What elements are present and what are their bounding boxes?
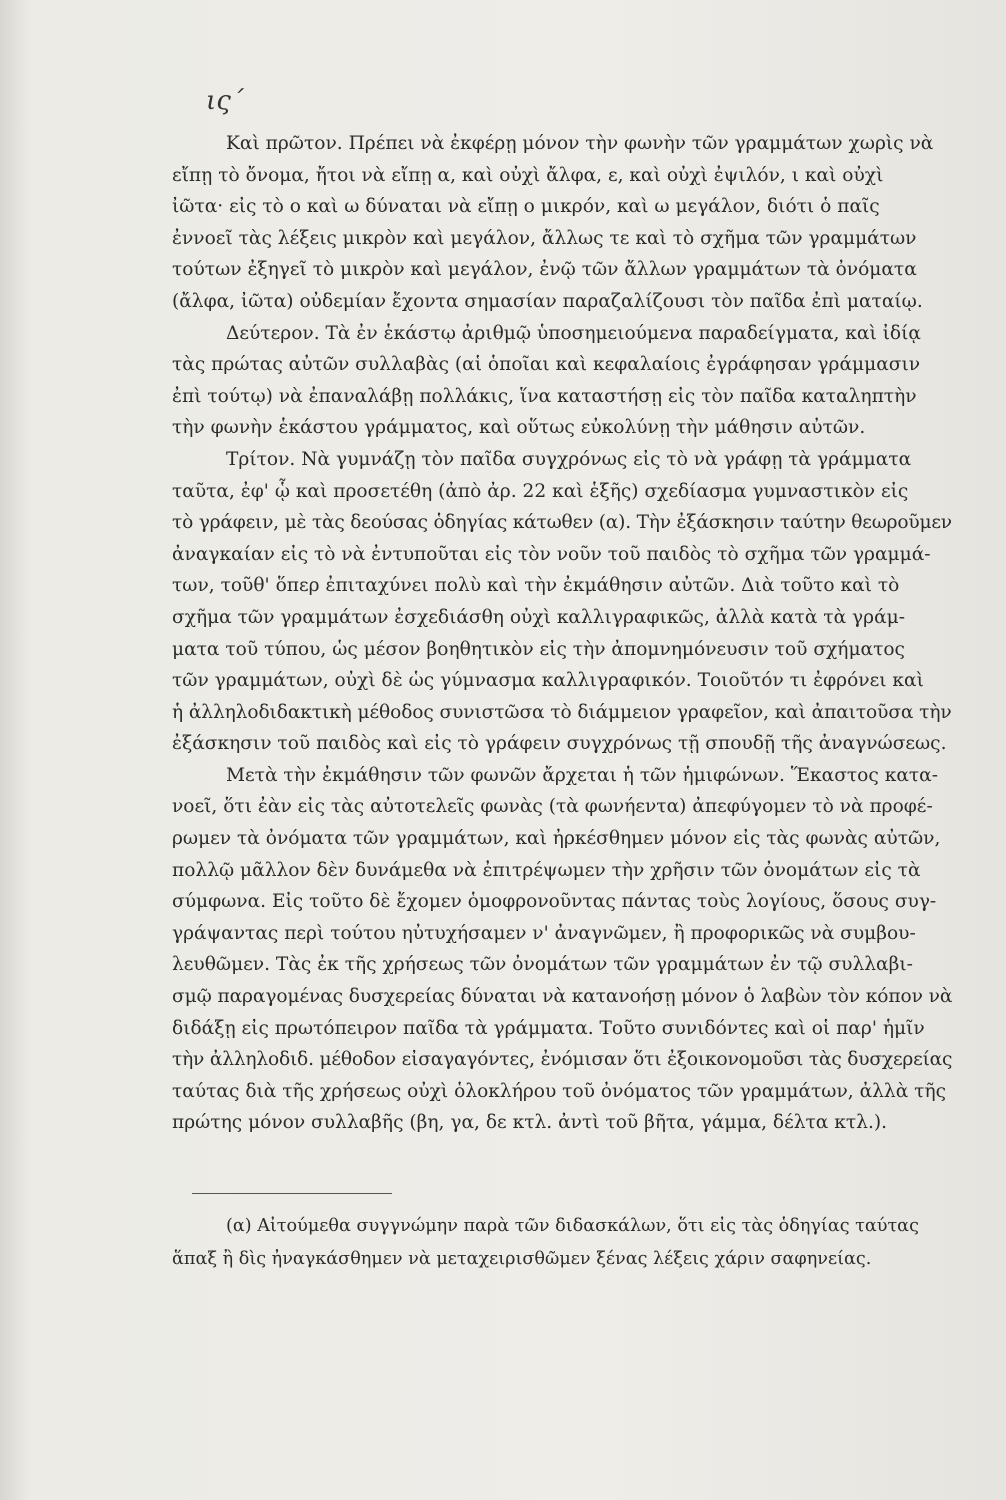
text-line: σχῆμα τῶν γραμμάτων ἐσχεδιάσθη οὐχὶ καλλιγραφικῶς, ἀλλὰ κατὰ τὰ γράμ- [172, 606, 906, 628]
text-line: πολλῷ μᾶλλον δὲν δυνάμεθα νὰ ἐπιτρέψωμεν τὴν χρῆσιν τῶν ὀνομάτων εἰς τὰ [172, 859, 921, 881]
text-line: ματα τοῦ τύπου, ὡς μέσον βοηθητικὸν εἰς τὴν ἀπομνημόνευσιν τοῦ σχήματος [172, 638, 905, 660]
text-line: τὴν ἀλληλοδιδ. μέθοδον εἰσαγαγόντες, ἐνόμισαν ὅτι ἐξοικονομοῦσι τὰς δυσχερείας [172, 1049, 953, 1071]
text-line: ρωμεν τὰ ὀνόματα τῶν γραμμάτων, καὶ ἠρκέσθημεν μόνον εἰς τὰς φωνὰς αὐτῶν, [172, 828, 941, 850]
page-number: ις΄ [206, 86, 244, 116]
text-line: ταῦτα, ἐφ' ᾧ καὶ προσετέθη (ἀπὸ ἀρ. 22 καὶ ἑξῆς) σχεδίασμα γυμναστικὸν εἰς [172, 480, 909, 502]
text-line: ἐξάσκησιν τοῦ παιδὸς καὶ εἰς τὸ γράφειν συγχρόνως τῇ σπουδῇ τῆς ἀναγνώσεως. [172, 733, 947, 755]
text-line: γράψαντας περὶ τούτου ηὐτυχήσαμεν ν' ἀναγνῶμεν, ἢ προφορικῶς νὰ συμβου- [172, 922, 916, 944]
text-line: εἴπῃ τὸ ὄνομα, ἤτοι νὰ εἴπῃ α, καὶ οὐχὶ ἄλφα, ε, καὶ οὐχὶ ἐψιλόν, ι καὶ οὐχὶ [172, 164, 884, 186]
text-line: σύμφωνα. Εἰς τοῦτο δὲ ἔχομεν ὁμοφρονοῦντας πάντας τοὺς λογίους, ὅσους συγ- [172, 891, 937, 913]
footnote-line: (α) Αἰτούμεθα συγγνώμην παρὰ τῶν διδασκάλων, ὅτι εἰς τὰς ὁδηγίας ταύτας [226, 1216, 919, 1236]
text-line: ἐπὶ τούτῳ) νὰ ἐπαναλάβῃ πολλάκις, ἵνα καταστήσῃ εἰς τὸν παῖδα καταληπτὴν [172, 385, 917, 407]
text-line: τῶν γραμμάτων, οὐχὶ δὲ ὡς γύμνασμα καλλιγραφικόν. Τοιοῦτόν τι ἐφρόνει καὶ [172, 670, 924, 692]
text-line: Καὶ πρῶτον. Πρέπει νὰ ἐκφέρῃ μόνον τὴν φωνὴν τῶν γραμμάτων χωρὶς νὰ [226, 133, 934, 154]
text-line: ἡ ἀλληλοδιδακτικὴ μέθοδος συνιστῶσα τὸ διάμμειον γραφεῖον, καὶ ἀπαιτοῦσα τὴν [172, 701, 952, 723]
footnote [172, 1210, 952, 1276]
text-line: Τρίτον. Νὰ γυμνάζῃ τὸν παῖδα συγχρόνως εἰς τὸ νὰ γράφῃ τὰ γράμματα [226, 448, 912, 470]
text-line: τούτων ἐξηγεῖ τὸ μικρὸν καὶ μεγάλον, ἐνῷ τῶν ἄλλων γραμμάτων τὰ ὀνόματα [172, 259, 917, 281]
text-line: τὸ γράφειν, μὲ τὰς δεούσας ὁδηγίας κάτωθεν (α). Τὴν ἐξάσκησιν ταύτην θεωροῦμεν [172, 512, 952, 534]
text-line: πρώτης μόνον συλλαβῆς (βη, γα, δε κτλ. ἀντὶ τοῦ βῆτα, γάμμα, δέλτα κτλ.). [172, 1112, 888, 1134]
text-line: τὴν φωνὴν ἑκάστου γράμματος, καὶ οὕτως εὐκολύνῃ τὴν μάθησιν αὐτῶν. [172, 417, 866, 439]
text-line: των, τοῦθ' ὅπερ ἐπιταχύνει πολὺ καὶ τὴν ἐκμάθησιν αὐτῶν. Διὰ τοῦτο καὶ τὸ [172, 575, 900, 597]
text-line: σμῷ παραγομένας δυσχερείας δύναται νὰ κατανοήσῃ μόνον ὁ λαβὼν τὸν κόπον νὰ [172, 986, 953, 1008]
text-line: ἐννοεῖ τὰς λέξεις μικρὸν καὶ μεγάλον, ἄλλως τε καὶ τὸ σχῆμα τῶν γραμμάτων [172, 227, 917, 249]
text-line: ἀναγκαίαν εἰς τὸ νὰ ἐντυποῦται εἰς τὸν νοῦν τοῦ παιδὸς τὸ σχῆμα τῶν γραμμά- [172, 543, 931, 565]
text-line: (ἄλφα, ἰῶτα) οὐδεμίαν ἔχοντα σημασίαν παραζαλίζουσι τὸν παῖδα ἐπὶ ματαίῳ. [172, 290, 923, 312]
footnote-line: ἅπαξ ἢ δὶς ἠναγκάσθημεν νὰ μεταχειρισθῶμεν ξένας λέξεις χάριν σαφηνείας. [172, 1249, 872, 1269]
body-text [172, 128, 952, 1139]
text-line: Μετὰ τὴν ἐκμάθησιν τῶν φωνῶν ἄρχεται ἡ τῶν ἡμιφώνων. Ἕκαστος κατα- [226, 764, 939, 786]
text-line: ἰῶτα· εἰς τὸ ο καὶ ω δύναται νὰ εἴπῃ ο μικρόν, καὶ ω μεγάλον, διότι ὁ παῖς [172, 196, 880, 218]
text-line: λευθῶμεν. Τὰς ἐκ τῆς χρήσεως τῶν ὀνομάτων τῶν γραμμάτων ἐν τῷ συλλαβι- [172, 954, 913, 976]
footnote-divider [192, 1193, 392, 1194]
text-line: τὰς πρώτας αὐτῶν συλλαβὰς (αἱ ὁποῖαι καὶ κεφαλαίοις ἐγράφησαν γράμμασιν [172, 354, 921, 376]
text-line: Δεύτερον. Τὰ ἐν ἑκάστῳ ἀριθμῷ ὑποσημειούμενα παραδείγματα, καὶ ἰδίᾳ [226, 322, 921, 344]
text-line: νοεῖ, ὅτι ἐὰν εἰς τὰς αὐτοτελεῖς φωνὰς (τὰ φωνήεντα) ἀπεφύγομεν τὸ νὰ προφέ- [172, 796, 933, 818]
text-line: διδάξῃ εἰς πρωτόπειρον παῖδα τὰ γράμματα. Τοῦτο συνιδόντες καὶ οἱ παρ' ἡμῖν [172, 1017, 925, 1039]
text-line: ταύτας διὰ τῆς χρήσεως οὐχὶ ὁλοκλήρου τοῦ ὀνόματος τῶν γραμμάτων, ἀλλὰ τῆς [172, 1080, 947, 1102]
